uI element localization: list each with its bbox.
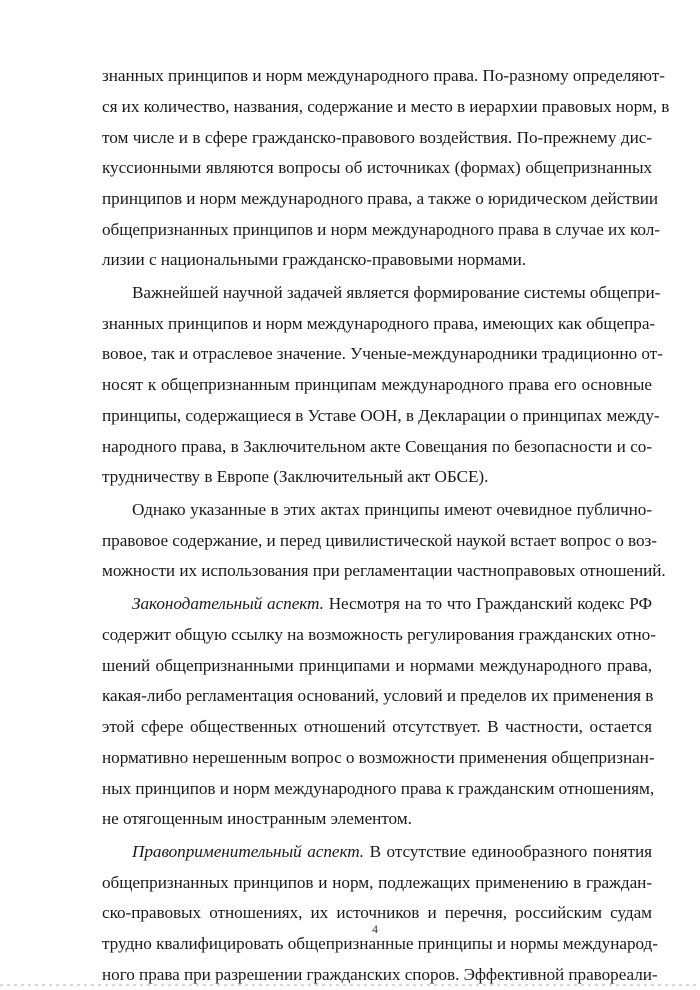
text-line: этой сфере общественных отношений отсутствует. В частности, остается [102,717,652,736]
text-line: куссионными являются вопросы об источниках (формах) общепризнанных [102,158,652,177]
text-run: Несмотря на то что Гражданский кодекс РФ [323,594,652,613]
text-line: народного права, в Заключительном акте Совещания по безопасности и со- [102,437,652,456]
text-line: содержит общую ссылку на возможность регулирования гражданских отно- [102,625,656,644]
text-line: носят к общепризнанным принципам международного права его основные [102,375,652,394]
page-number: 4 [372,922,378,936]
text-line: принципов и норм международного права, а также о юридическом действии [102,189,659,208]
text-line: трудничеству в Европе (Заключительный акт ОБСЕ). [102,467,489,486]
text-line: принципы, содержащиеся в Уставе ООН, в Декларации о принципах между- [102,406,660,425]
text-line [132,842,652,862]
text-line: ся их количество, названия, содержание и место в иерархии правовых норм, в [102,97,670,116]
text-line: ных принципов и норм международного права к гражданским отношениям, [102,779,655,798]
text-line: общепризнанных принципов и норм международного права в случае их кол- [102,220,660,239]
text-line: Однако указанные в этих актах принципы имеют очевидное публично- [132,500,652,519]
text-line: знанных принципов и норм международного права. По-разному определяют- [102,66,665,85]
text-line: знанных принципов и норм международного права, имеющих как общепра- [102,314,656,333]
text-line: общепризнанных принципов и норм, подлежащих применению в граждан- [102,873,652,892]
text-line: лизии с национальными гражданско-правовыми нормами. [102,250,527,269]
text-line: можности их использования при регламентации частноправовых отношений. [102,561,666,580]
text-line: ско-правовых отношениях, их источников и перечня, российским судам [102,903,652,922]
text-line: какая-либо регламентация оснований, условий и пределов их применения в [102,686,654,705]
text-line: нормативно нерешенным вопрос о возможности применения общепризнан- [102,748,655,767]
text-line: вовое, так и отраслевое значение. Ученые-международники традиционно от- [102,344,663,363]
text-line: не отягощенным иностранным элементом. [102,809,412,828]
text-run: В отсутствие единообразного понятия [364,842,652,861]
text-line: том числе и в сфере гражданско-правового воздействия. По-прежнему дис- [102,128,652,147]
text-line: трудно квалифицировать общепризнанные принципы и нормы международ- [102,934,658,953]
text-line: Важнейшей научной задачей является формирование системы общепри- [132,283,661,302]
text-line: правовое содержание, и перед цивилистической наукой встает вопрос о воз- [102,531,657,550]
text-line: шений общепризнанными принципами и нормами международного права, [102,656,652,675]
italic-heading: Законодательный аспект. [132,594,324,613]
scan-edge-divider [0,984,700,986]
text-line [132,594,652,614]
text-line: ного права при разрешении гражданских споров. Эффективной правореали- [102,965,658,984]
italic-heading: Правоприменительный аспект. [132,842,365,861]
